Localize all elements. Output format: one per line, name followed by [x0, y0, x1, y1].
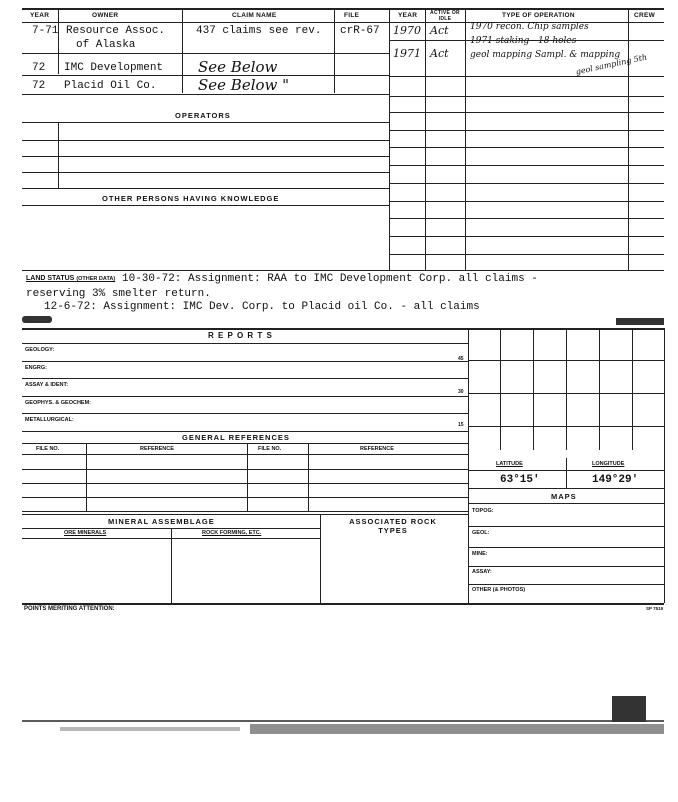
op-extra-2: geol sampling 5th — [574, 52, 648, 77]
maps-geol: GEOL: — [472, 530, 490, 536]
owner-row-3-claim: See Below " — [198, 76, 290, 94]
op-row-2-year: 1971 — [393, 47, 421, 60]
col-active: ACTIVE OR IDLE — [430, 10, 460, 22]
report-metallurgical: METALLURGICAL: — [25, 417, 74, 423]
scan-artifact-block — [612, 696, 646, 722]
op-extra-1: 1971 staking - 18 holes — [470, 36, 577, 46]
longitude-label: LONGITUDE — [592, 461, 625, 467]
rock-forming-label: ROCK FORMING, ETC. — [202, 530, 262, 536]
report-assay: ASSAY & IDENT: — [25, 382, 69, 388]
land-status-line-3: 12-6-72: Assignment: IMC Dev. Corp. to Placid oil Co. - all claims — [44, 301, 480, 313]
owner-row-2-claim: See Below — [198, 58, 278, 76]
reports-title: R E P O R T S — [208, 331, 273, 340]
owner-row-1-claim: 437 claims see rev. — [196, 25, 322, 37]
col-crew: CREW — [634, 12, 656, 19]
owner-row-1-file: crR-67 — [340, 25, 380, 37]
owner-row-3-year: 72 — [32, 80, 46, 92]
maps-topog: TOPOG: — [472, 508, 494, 514]
land-status-label: LAND STATUS (OTHER DATA) — [26, 275, 116, 282]
owner-row-2-owner: IMC Development — [64, 62, 164, 74]
maps-assay: ASSAY: — [472, 569, 492, 575]
report-engrg: ENGRG: — [25, 365, 47, 371]
form-number: SP 7515 — [646, 606, 664, 611]
col-owner: OWNER — [92, 12, 119, 19]
scale-45: 45 — [458, 356, 464, 362]
scan-artifact-smear-2 — [60, 727, 240, 731]
col-year-2: YEAR — [398, 12, 418, 19]
land-status-line-2: reserving 3% smelter return. — [26, 288, 211, 300]
maps-mine: MINE: — [472, 551, 488, 557]
owner-row-1-year: 7-71 — [32, 25, 59, 37]
scan-artifact-band — [22, 720, 664, 722]
scan-artifact-smear — [250, 724, 664, 734]
col-claim-name: CLAIM NAME — [232, 12, 277, 19]
latitude-value: 63°15' — [500, 474, 540, 486]
owner-row-2-year: 72 — [32, 62, 46, 74]
op-row-1-type: 1970 recon. Chip samples — [470, 22, 589, 32]
refs-col-file-2: FILE NO. — [258, 446, 282, 452]
knowledge-title: OTHER PERSONS HAVING KNOWLEDGE — [102, 194, 280, 203]
assoc-rock-title: ASSOCIATED ROCK TYPES — [349, 517, 437, 535]
scale-30: 30 — [458, 389, 464, 395]
col-file: FILE — [344, 12, 360, 19]
refs-col-file-1: FILE NO. — [36, 446, 60, 452]
mineral-title: MINERAL ASSEMBLAGE — [108, 517, 215, 526]
report-geophys: GEOPHYS. & GEOCHEM: — [25, 400, 92, 406]
op-row-1-year: 1970 — [393, 24, 421, 37]
refs-col-ref-2: REFERENCE — [360, 446, 394, 452]
land-status-line-1: 10-30-72: Assignment: RAA to IMC Development Corp. all claims - — [122, 273, 538, 285]
maps-other: OTHER (& PHOTOS) — [472, 587, 526, 593]
latitude-label: LATITUDE — [496, 461, 523, 467]
owner-row-1-owner: Resource Assoc. — [66, 25, 166, 37]
points-title: POINTS MERITING ATTENTION: — [24, 606, 115, 612]
longitude-value: 149°29' — [592, 474, 639, 486]
scale-15: 15 — [458, 422, 464, 428]
general-refs-title: GENERAL REFERENCES — [182, 433, 290, 442]
owner-row-3-owner: Placid Oil Co. — [64, 80, 157, 92]
maps-title: MAPS — [551, 492, 577, 501]
op-row-1-status: Act — [430, 24, 449, 37]
col-year: YEAR — [30, 12, 50, 19]
ore-minerals-label: ORE MINERALS — [64, 530, 107, 536]
report-geology: GEOLOGY: — [25, 347, 55, 353]
col-type-operation: TYPE OF OPERATION — [502, 12, 575, 19]
op-row-2-type: geol mapping Sampl. & mapping — [470, 50, 621, 60]
owner-row-1-owner-cont: of Alaska — [76, 39, 136, 51]
refs-col-ref-1: REFERENCE — [140, 446, 174, 452]
operators-title: OPERATORS — [175, 111, 231, 120]
op-row-2-status: Act — [430, 47, 449, 60]
